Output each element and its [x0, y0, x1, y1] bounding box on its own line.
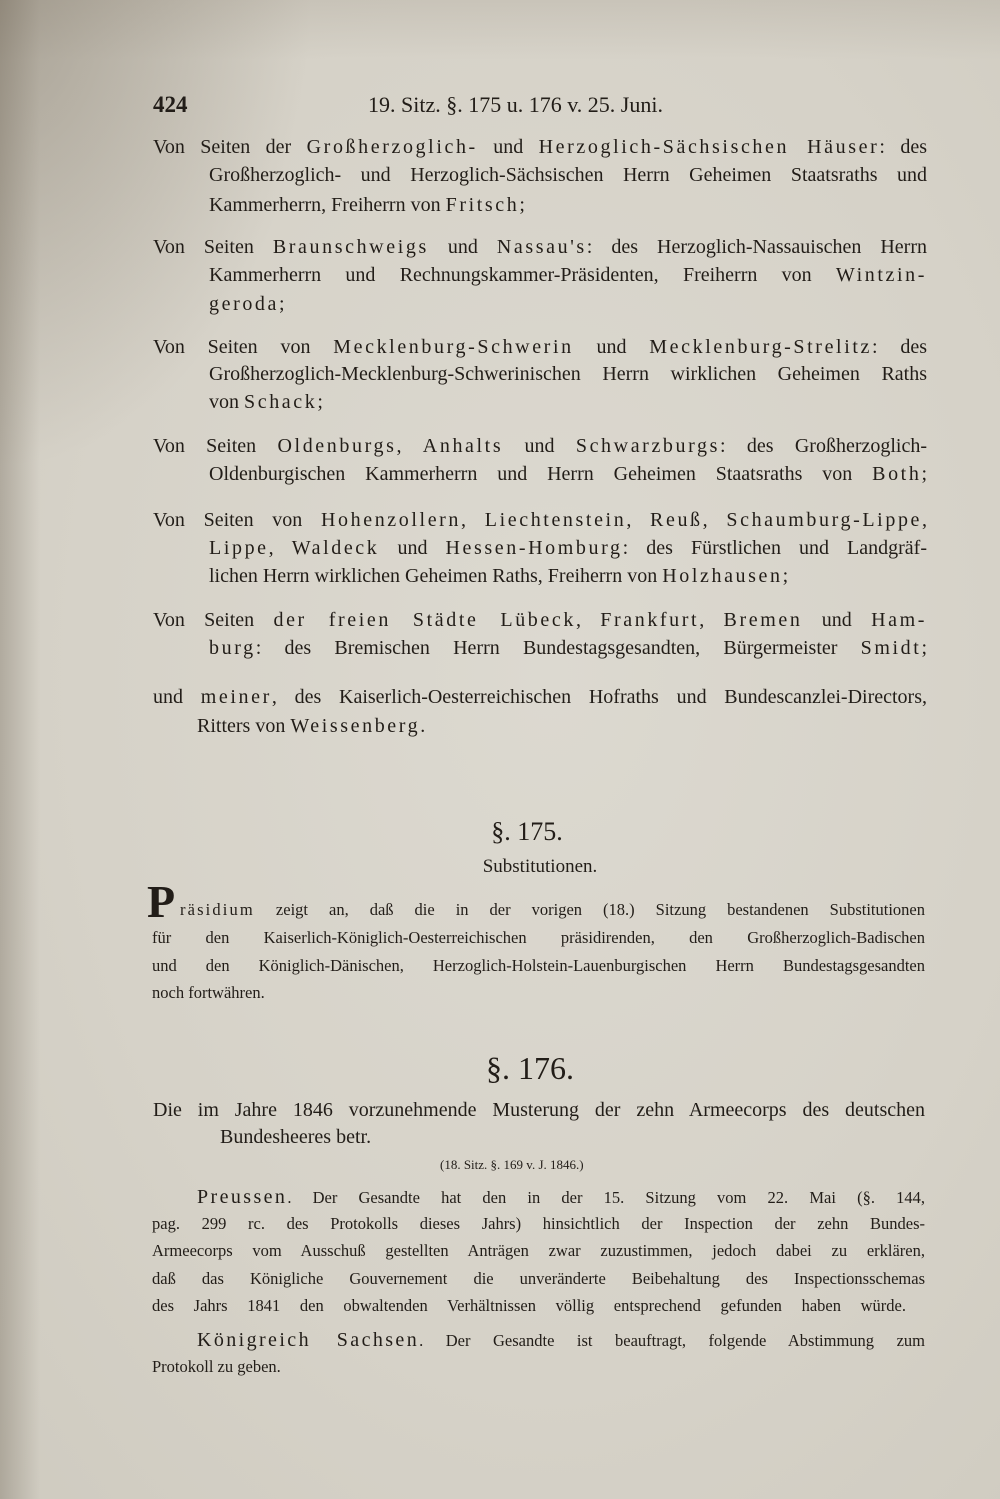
text-segment: Von Seiten von	[153, 336, 334, 358]
section-title: Die im Jahre 1846 vorzunehmende Musterung der zehn Armeecorps des deutschen	[153, 1099, 925, 1121]
text-segment: Von Seiten	[153, 609, 274, 631]
text-segment: ,	[702, 509, 727, 531]
spaced-text: Liechtenstein	[484, 509, 627, 531]
text-segment: Von Seiten von	[153, 509, 321, 531]
text-segment: und	[503, 435, 576, 457]
text-line	[197, 1328, 925, 1353]
text-segment: Kammerherrn und Rechnungskammer-Präsidenten, Freiherrn von	[209, 264, 836, 286]
text-line	[153, 333, 927, 361]
section-title: Bundesheeres betr.	[220, 1126, 372, 1148]
text-line	[152, 1294, 906, 1318]
text-line	[152, 926, 925, 950]
spaced-text: Nassau's	[496, 236, 587, 258]
text-segment: Von Seiten	[153, 435, 278, 457]
text-line	[180, 898, 925, 922]
text-segment: : des Herzoglich-Nassauischen Herrn	[586, 236, 927, 258]
text-segment: . Der Gesandte ist beauftragt, folgende Abstimmung zum	[419, 1331, 925, 1350]
text-line	[152, 981, 265, 1005]
text-segment: Ritters von	[197, 715, 291, 737]
text-line	[152, 1355, 281, 1379]
spaced-text: der freien Städte Lübeck	[273, 609, 576, 631]
text-segment: ;	[519, 194, 525, 216]
state-name: Königreich Sachsen	[197, 1329, 420, 1351]
text-line	[209, 460, 927, 488]
text-segment: lichen Herrn wirklichen Geheimen Raths, Freiherrn von	[209, 565, 663, 587]
spaced-text: Großherzoglich-	[306, 136, 478, 158]
text-segment: und	[477, 136, 539, 158]
text-segment: von	[209, 391, 244, 413]
text-line	[209, 360, 927, 388]
text-segment: Großherzoglich- und Herzoglich-Sächsischen Herrn Geheimen Staatsraths und	[209, 164, 927, 186]
text-segment: und	[573, 336, 650, 358]
text-segment: ;	[279, 293, 285, 315]
text-line	[153, 432, 927, 460]
text-segment: und	[153, 686, 201, 708]
text-segment: ,	[396, 435, 423, 457]
text-segment: Protokoll zu geben.	[152, 1357, 281, 1376]
spaced-text: meiner	[200, 686, 272, 708]
text-segment: ;	[317, 391, 323, 413]
spaced-text: Lippe	[209, 537, 269, 559]
spaced-text: Hessen-Homburg	[445, 537, 623, 559]
text-segment: ;	[921, 637, 927, 659]
spaced-text: Mecklenburg-Strelitz	[649, 336, 872, 358]
text-line	[153, 506, 927, 534]
text-segment: Kammerherrn, Freiherrn von	[209, 194, 446, 216]
text-line	[209, 161, 927, 189]
text-segment: : des Bremischen Herrn Bundestagsgesandten, Bürgermeister	[255, 637, 861, 659]
text-segment: ,	[922, 509, 928, 531]
spaced-text: Wintzin-	[835, 264, 927, 286]
text-line	[197, 1185, 925, 1210]
text-line	[152, 1212, 925, 1236]
text-line	[153, 133, 927, 161]
spaced-text: burg	[209, 637, 256, 659]
text-line	[209, 534, 927, 562]
spaced-text: Schaumburg-Lippe	[726, 509, 923, 531]
spaced-text: Ham-	[871, 609, 927, 631]
text-segment: daß das Königliche Gouvernement die unveränderte Beibehaltung des Inspectionsschemas	[152, 1269, 925, 1288]
text-segment: und	[379, 537, 446, 559]
text-segment: des Jahrs 1841 den obwaltenden Verhältnissen völlig entsprechend gefunden haben würde.	[152, 1296, 906, 1315]
text-segment: ,	[575, 609, 601, 631]
spaced-text: räsidium	[180, 900, 255, 919]
spaced-text: Schwarzburgs	[575, 435, 720, 457]
spaced-text: Braunschweigs	[272, 236, 429, 258]
section-subtitle: Substitutionen.	[482, 856, 598, 877]
spaced-text: Smidt	[860, 637, 922, 659]
text-segment: Großherzoglich-Mecklenburg-Schwerinischen Herrn wirklichen Geheimen Raths	[209, 363, 927, 385]
text-segment: , des Kaiserlich-Oesterreichischen Hofraths und Bundescanzlei-Directors,	[271, 686, 927, 708]
spaced-text: Holzhausen	[662, 565, 783, 587]
text-segment: für den Kaiserlich-Königlich-Oesterreichischen präsidirenden, den Großherzoglich-Badischen	[152, 928, 925, 947]
text-line	[153, 233, 927, 261]
text-segment: Von Seiten der	[153, 136, 307, 158]
spaced-text: Waldeck	[291, 537, 380, 559]
text-segment: . Der Gesandte hat den in der 15. Sitzung vom 22. Mai (§. 144,	[287, 1188, 925, 1207]
text-segment: ,	[268, 537, 292, 559]
text-line	[152, 1267, 925, 1291]
spaced-text: Bremen	[723, 609, 803, 631]
spaced-text: Frankfurt	[600, 609, 700, 631]
text-segment: Von Seiten	[153, 236, 273, 258]
text-segment: ,	[699, 609, 724, 631]
text-line	[209, 388, 927, 416]
section-heading: §. 176.	[486, 1050, 574, 1086]
page-number: 424	[153, 92, 188, 117]
text-segment: zeigt an, daß die in der vorigen (18.) Sitzung bestandenen Substitutionen	[254, 900, 925, 919]
text-segment: : des Großherzoglich-	[720, 435, 928, 457]
text-segment: noch fortwähren.	[152, 983, 265, 1002]
section-heading: §. 175.	[491, 817, 563, 846]
spaced-text: Reuß	[650, 509, 703, 531]
text-line	[197, 712, 425, 740]
text-segment: und	[428, 236, 497, 258]
spaced-text: Fritsch	[445, 194, 520, 216]
text-line	[153, 683, 927, 711]
reference-note: (18. Sitz. §. 169 v. J. 1846.)	[440, 1157, 584, 1172]
text-line	[209, 562, 927, 590]
text-segment: ,	[461, 509, 485, 531]
text-segment: : des	[872, 336, 928, 358]
spaced-text: Both	[872, 463, 922, 485]
text-line	[209, 634, 927, 662]
text-line	[152, 1239, 925, 1263]
spaced-text: Oldenburgs	[277, 435, 397, 457]
state-name: Preussen	[197, 1186, 288, 1208]
text-segment: : des Fürstlichen und Landgräf-	[622, 537, 927, 559]
text-segment: : des	[879, 136, 927, 158]
text-segment: Oldenburgischen Kammerherrn und Herrn Geheimen Staatsraths von	[209, 463, 873, 485]
text-segment: ,	[626, 509, 651, 531]
text-line	[209, 191, 927, 219]
text-segment: .	[420, 715, 426, 737]
spaced-text: Herzoglich-Sächsischen Häuser	[538, 136, 880, 158]
text-segment: ;	[921, 463, 927, 485]
text-segment: und	[802, 609, 872, 631]
text-line	[209, 261, 927, 289]
text-segment: Armeecorps vom Ausschuß gestellten Anträgen zwar zuzustimmen, jedoch dabei zu erklären,	[152, 1241, 925, 1260]
spaced-text: Weissenberg	[290, 715, 421, 737]
spaced-text: Schack	[244, 391, 318, 413]
drop-initial: P	[147, 876, 176, 927]
spaced-text: Mecklenburg-Schwerin	[333, 336, 574, 358]
spaced-text: Anhalts	[422, 435, 504, 457]
text-line	[152, 954, 925, 978]
text-segment: pag. 299 rc. des Protokolls dieses Jahrs) hinsichtlich der Inspection der zehn Bundes-	[152, 1214, 925, 1233]
text-line	[153, 606, 927, 634]
spaced-text: geroda	[209, 293, 280, 315]
text-segment: ;	[782, 565, 789, 587]
text-segment: und den Königlich-Dänischen, Herzoglich-Holstein-Lauenburgischen Herrn Bundestagsgesandten	[152, 956, 925, 975]
spaced-text: Hohenzollern	[320, 509, 462, 531]
text-line	[209, 290, 927, 318]
running-head: 19. Sitz. §. 175 u. 176 v. 25. Juni.	[368, 92, 663, 117]
